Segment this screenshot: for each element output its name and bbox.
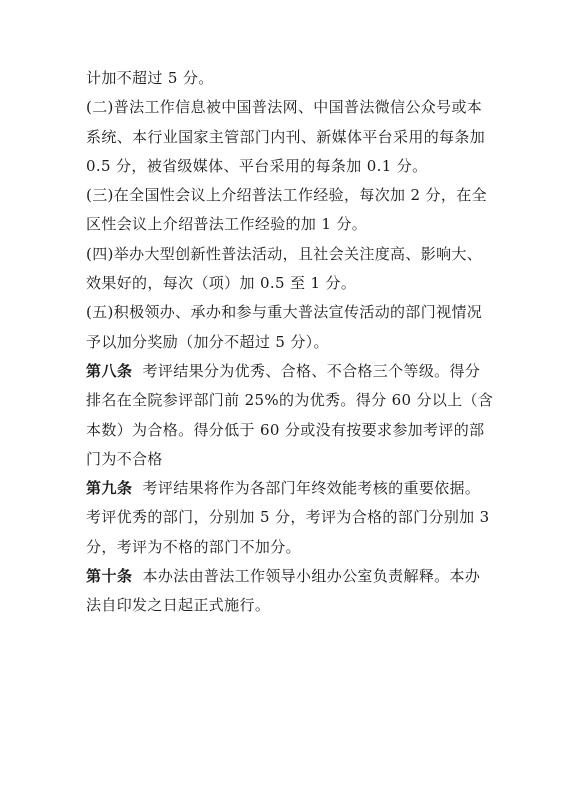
text-line: (三)在全国性会议上介绍普法工作经验，每次加 2 分，在全 — [86, 186, 487, 205]
text-line: (四)举办大型创新性普法活动，且社会关注度高、影响大、 — [86, 244, 483, 263]
text-line: 计加不超过 5 分。 — [86, 69, 214, 87]
text-line: 法自印发之日起正式施行。 — [86, 596, 271, 615]
text-line: 予以加分奖励（加分不超过 5 分）。 — [86, 332, 329, 351]
text-line: (二)普法工作信息被中国普法网、中国普法微信公众号或本 — [86, 98, 483, 117]
document-page — [86, 64, 494, 621]
article-9-label: 第九条 — [86, 479, 133, 498]
text-line: 分，考评为不格的部门不加分。 — [86, 537, 301, 556]
article-8-label: 第八条 — [86, 361, 133, 380]
text-line: 0.5 分，被省级媒体、平台采用的每条加 0.1 分。 — [86, 156, 428, 175]
article-10-label: 第十条 — [86, 567, 133, 586]
article-9-first-line — [86, 474, 482, 503]
text-line: 系统、本行业国家主管部门内刊、新媒体平台采用的每条加 — [86, 127, 486, 146]
text-line: 本数）为合格。得分低于 60 分或没有按要求参加考评的部 — [86, 420, 485, 439]
text-line: 门为不合格 — [86, 449, 163, 468]
article-8-text: 考评结果分为优秀、合格、不合格三个等级。得分 — [142, 361, 481, 380]
text-line: 区性会议上介绍普法工作经验的加 1 分。 — [86, 215, 368, 234]
text-line: 考评优秀的部门，分别加 5 分，考评为合格的部门分别加 3 — [86, 508, 490, 527]
article-10-text: 本办法由普法工作领导小组办公室负责解释。本办 — [142, 567, 481, 586]
article-10-first-line — [86, 562, 482, 591]
text-line: 排名在全院参评部门前 25%的为优秀。得分 60 分以上（含 — [86, 391, 494, 410]
article-8-first-line — [86, 357, 482, 386]
text-line: 效果好的，每次（项）加 0.5 至 1 分。 — [86, 274, 357, 293]
article-9-text: 考评结果将作为各部门年终效能考核的重要依据。 — [142, 479, 481, 498]
text-line: (五)积极领办、承办和参与重大普法宣传活动的部门视情况 — [86, 303, 483, 322]
